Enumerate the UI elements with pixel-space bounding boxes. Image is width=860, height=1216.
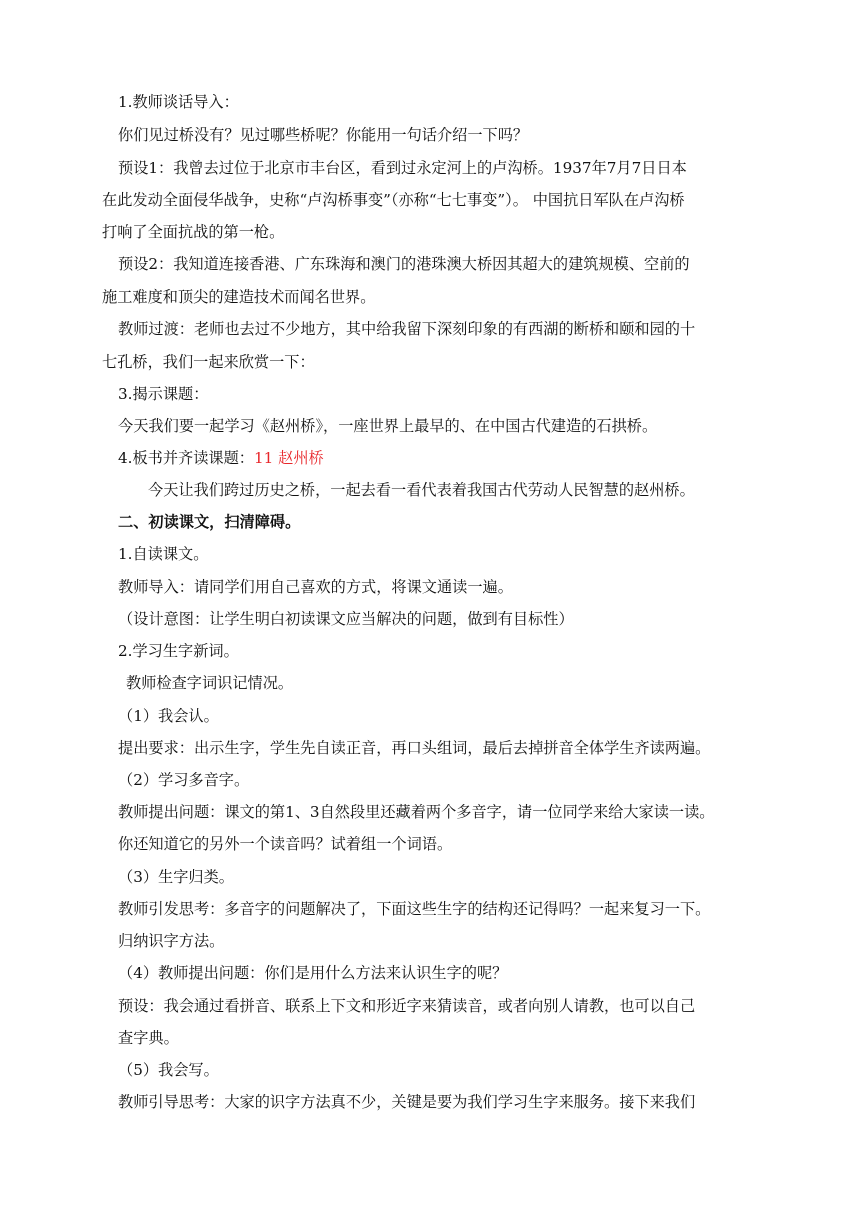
item-3-line: （3）生字归类。 [118,868,234,886]
polyphone-question-line-1: 教师提出问题：课文的第1、3自然段里还藏着两个多音字，请一位同学来给大家读一读。 [118,803,715,821]
preset-method-line-2: 查字典。 [118,1029,179,1047]
part-2-heading: 二、初读课文，扫清障碍。 [118,513,301,531]
design-intent-line: （设计意图：让学生明白初读课文应当解决的问题，做到有目标性） [118,610,574,628]
teacher-intro-line: 教师导入：请同学们用自己喜欢的方式，将课文通读一遍。 [118,578,513,596]
item-2-line: （2）学习多音字。 [118,771,250,789]
history-bridge-line: 今天让我们跨过历史之桥，一起去看一看代表着我国古代劳动人民智慧的赵州桥。 [148,481,695,499]
self-read-heading: 1.自读课文。 [118,545,209,563]
preset-1-line-1: 预设1：我曾去过位于北京市丰台区，看到过永定河上的卢沟桥。1937年7月7日日本 [118,159,687,177]
topic-line: 今天我们要一起学习《赵州桥》，一座世界上最早的、在中国古代建造的石拱桥。 [118,417,658,435]
preset-1-line-3: 打响了全面抗战的第一枪。 [102,223,285,241]
structure-question-line: 教师引发思考：多音字的问题解决了，下面这些生字的结构还记得吗？一起来复习一下。 [118,900,711,918]
section-1-heading: 1.教师谈话导入： [118,93,239,111]
new-words-heading: 2.学习生字新词。 [118,642,239,660]
writing-guide-line: 教师引导思考：大家的识字方法真不少，关键是要为我们学习生字来服务。接下来我们 [118,1093,696,1111]
transition-line-1: 教师过渡：老师也去过不少地方，其中给我留下深刻印象的有西湖的断桥和颐和园的十 [118,320,696,338]
item-4-line: （4）教师提出问题：你们是用什么方法来认识生字的呢？ [118,964,508,982]
item-1-line: （1）我会认。 [118,707,219,725]
lesson-title: 11 赵州桥 [254,449,324,467]
transition-line-2: 七孔桥，我们一起来欣赏一下： [102,353,315,371]
preset-method-line-1: 预设：我会通过看拼音、联系上下文和形近字来猜读音，或者向别人请教，也可以自己 [118,997,696,1015]
requirement-line: 提出要求：出示生字，学生先自读正音，再口头组词，最后去掉拼音全体学生齐读两遍。 [118,739,711,757]
polyphone-question-line-2: 你还知道它的另外一个读音吗？试着组一个词语。 [118,835,453,853]
check-words-line: 教师检查字词识记情况。 [126,674,294,692]
board-writing-line [118,448,324,468]
section-3-heading: 3.揭示课题： [118,385,209,403]
summary-line: 归纳识字方法。 [118,932,225,950]
item-5-line: （5）我会写。 [118,1061,219,1079]
board-writing-label: 4.板书并齐读课题： [118,449,254,467]
preset-1-line-2: 在此发动全面侵华战争，史称“卢沟桥事变”（亦称“七七事变”）。 中国抗日军队在卢沟桥 [102,191,685,209]
preset-2-line-2: 施工难度和顶尖的建造技术而闻名世界。 [102,288,376,306]
question-line: 你们见过桥没有？见过哪些桥呢？你能用一句话介绍一下吗？ [118,126,529,144]
preset-2-line-1: 预设2：我知道连接香港、广东珠海和澳门的港珠澳大桥因其超大的建筑规模、空前的 [118,255,690,273]
